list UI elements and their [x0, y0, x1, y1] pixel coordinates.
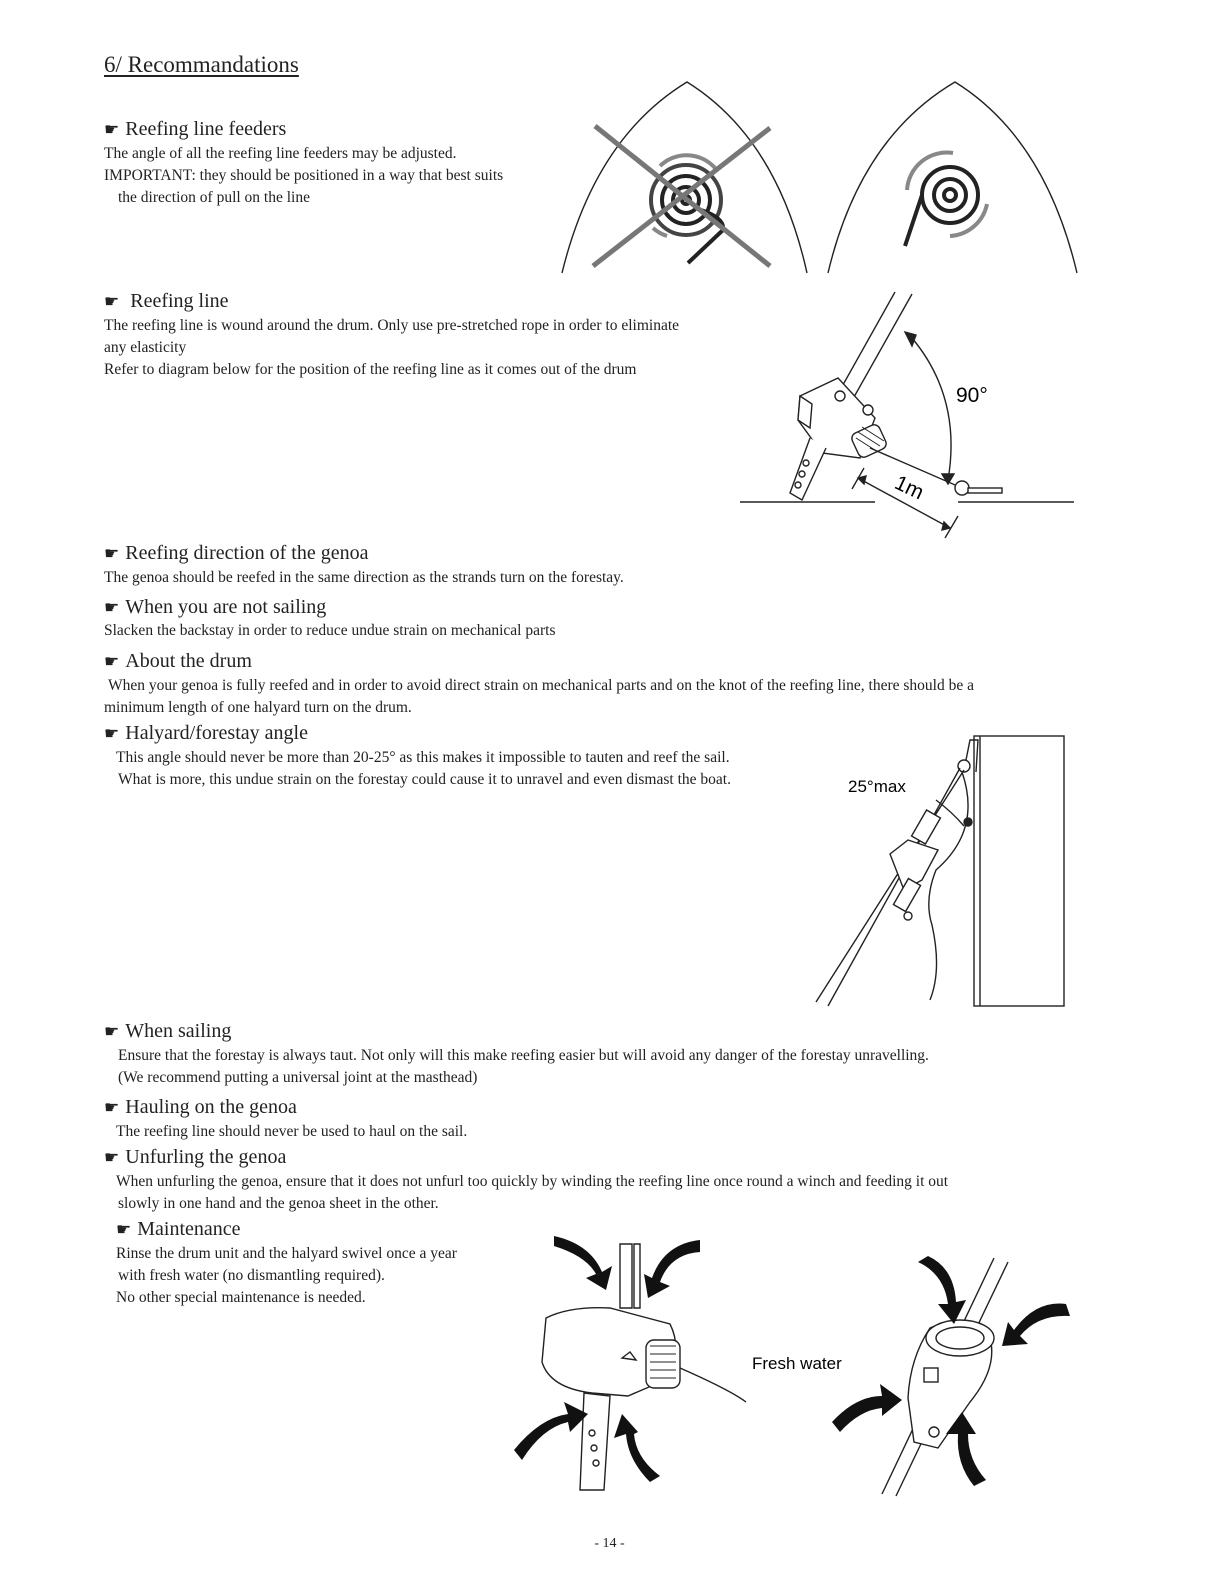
paragraph-line: with fresh water (no dismantling required).	[118, 1267, 385, 1284]
section-heading-feeders: ☛ Reefing line feeders	[104, 118, 287, 140]
reefing-line	[870, 448, 1002, 492]
halyard	[929, 772, 968, 1000]
mast	[974, 736, 1064, 1006]
page-number: - 14 -	[594, 1536, 625, 1551]
halyard-swivel	[882, 1258, 1008, 1496]
paragraph-line: The reefing line should never be used to haul on the sail.	[116, 1123, 468, 1140]
section-heading-reefing-direction: ☛ Reefing direction of the genoa	[104, 542, 369, 564]
max-angle-label: 25°max	[848, 777, 906, 796]
fresh-water-label: Fresh water	[752, 1354, 842, 1373]
paragraph-line: Refer to diagram below for the position of the reefing line as it comes out of the drum	[104, 361, 637, 378]
correct-feeder-icon	[905, 153, 987, 246]
reefing-line-angle-diagram	[740, 288, 1080, 538]
paragraph-line: slowly in one hand and the genoa sheet in the other.	[118, 1195, 439, 1212]
pointing-hand-icon: ☛	[104, 1148, 120, 1167]
paragraph-line: (We recommend putting a universal joint at the masthead)	[118, 1069, 478, 1086]
maintenance-rinse-diagram	[510, 1228, 1080, 1498]
paragraph-line: No other special maintenance is needed.	[116, 1289, 366, 1306]
paragraph-line: What is more, this undue strain on the forestay could cause it to unravel and even dismast the boat.	[118, 771, 731, 788]
pointing-hand-icon: ☛	[104, 292, 120, 311]
drum-unit	[542, 1244, 746, 1490]
pointing-hand-icon: ☛	[104, 120, 120, 139]
section-heading-hauling: ☛ Hauling on the genoa	[104, 1096, 297, 1118]
halyard-angle-diagram	[812, 730, 1072, 1010]
feeder-position-diagram	[555, 78, 1085, 278]
pointing-hand-icon: ☛	[104, 724, 120, 743]
section-heading-not-sailing: ☛ When you are not sailing	[104, 596, 327, 618]
section-heading-about-drum: ☛ About the drum	[104, 650, 252, 672]
angle-arc	[936, 800, 964, 826]
paragraph-line: any elasticity	[104, 339, 187, 356]
pointing-hand-icon: ☛	[104, 598, 120, 617]
paragraph-line: When unfurling the genoa, ensure that it does not unfurl too quickly by winding the reefing line once round a winch and feeding it out	[116, 1173, 949, 1190]
paragraph-line: IMPORTANT: they should be positioned in a way that best suits	[104, 167, 504, 184]
paragraph-line: Slacken the backstay in order to reduce undue strain on mechanical parts	[104, 622, 556, 639]
deck-block-icon	[955, 481, 1002, 495]
section-heading-halyard-angle: ☛ Halyard/forestay angle	[104, 722, 308, 744]
drum-unit	[790, 378, 888, 500]
paragraph-line: When your genoa is fully reefed and in order to avoid direct strain on mechanical parts and on the knot of the reefing line, there should be a	[108, 677, 974, 694]
pointing-hand-icon: ☛	[104, 1022, 120, 1041]
cross-mark-icon	[593, 126, 770, 266]
paragraph-line: minimum length of one halyard turn on the drum.	[104, 699, 412, 716]
paragraph-line: The reefing line is wound around the drum. Only use pre-stretched rope in order to eliminate	[104, 317, 680, 334]
angle-arc	[912, 338, 951, 480]
section-heading-reefing-line: ☛ Reefing line	[104, 290, 229, 312]
paragraph-line: the direction of pull on the line	[118, 189, 310, 206]
distance-label: 1m	[891, 471, 928, 505]
paragraph-line: The angle of all the reefing line feeders may be adjusted.	[104, 145, 457, 162]
angle-label: 90°	[956, 384, 988, 407]
section-heading-unfurling: ☛ Unfurling the genoa	[104, 1146, 287, 1168]
pointing-hand-icon: ☛	[104, 652, 120, 671]
section-heading-when-sailing: ☛ When sailing	[104, 1020, 232, 1042]
paragraph-line: The genoa should be reefed in the same direction as the strands turn on the forestay.	[104, 569, 624, 586]
pointing-hand-icon: ☛	[104, 544, 120, 563]
halyard-swivel	[890, 810, 940, 920]
paragraph-line: Ensure that the forestay is always taut. Not only will this make reefing easier but will avoid any danger of the forestay unravelling.	[118, 1047, 929, 1064]
paragraph-line: Rinse the drum unit and the halyard swivel once a year	[116, 1245, 457, 1262]
paragraph-line: This angle should never be more than 20-25° as this makes it impossible to tauten and reef the sail.	[116, 749, 730, 766]
page-title: 6/ Recommandations	[104, 52, 299, 77]
pointing-hand-icon: ☛	[116, 1220, 132, 1239]
section-heading-maintenance: ☛ Maintenance	[116, 1218, 241, 1240]
pointing-hand-icon: ☛	[104, 1098, 120, 1117]
